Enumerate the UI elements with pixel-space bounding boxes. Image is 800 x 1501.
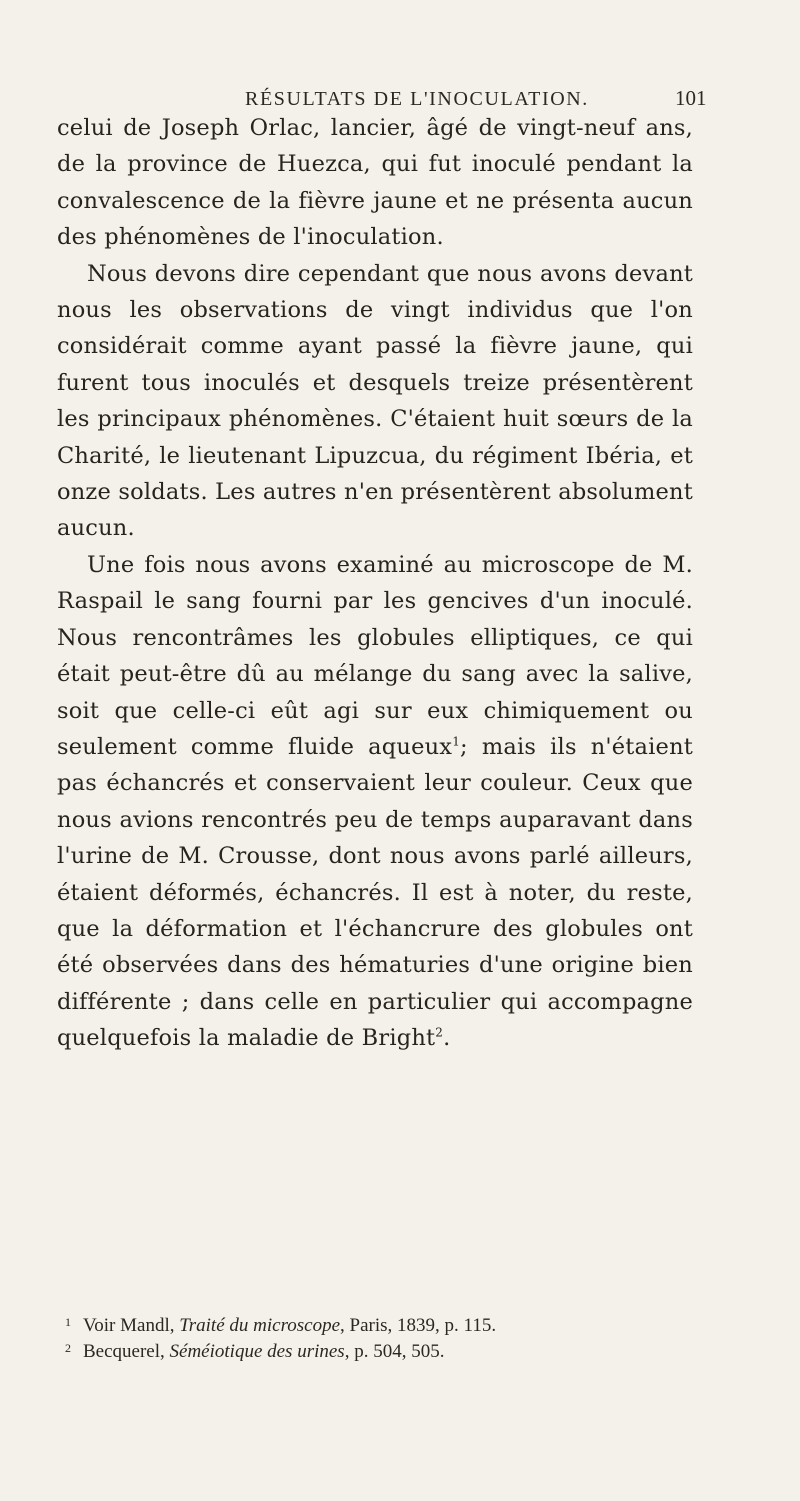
footnote-mark: 1 [65, 1315, 71, 1329]
paragraph-3-end: . [443, 1025, 451, 1052]
footnotes [57, 1313, 697, 1365]
paragraph-3-text-a: Une fois nous avons examiné au microscope de M. Raspail le sang fourni par les gencives d'un inoculé. Nous rencontrâmes les globules elliptiques, ce qui était peut-être dû au mélange du sang avec la salive, soit que celle-ci eût agi sur eux chimiquement ou seulement comme fluide aqueux [57, 551, 693, 760]
footnote-title: Séméiotique des urines [169, 1341, 345, 1362]
footnote-mark: 2 [65, 1341, 71, 1355]
footnote-rest: , p. 504, 505. [344, 1341, 445, 1362]
paragraph-3 [57, 547, 693, 1057]
running-title: RÉSULTATS DE L'INOCULATION. [245, 88, 589, 110]
footnote-1 [57, 1313, 697, 1339]
footnote-2 [57, 1339, 697, 1365]
page-number: 101 [675, 86, 707, 110]
paragraph-3-text-b: ; mais ils n'étaient pas échancrés et conservaient leur couleur. Ceux que nous avions rencontrés peu de temps auparavant dans l'urine de M. Crousse, dont nous avons parlé ailleurs, étaient déformés, échancrés. Il est à noter, du reste, que la déformation et l'échancrure des globules ont été observées dans des hématuries d'une origine bien différente ; dans celle en particulier qui accompagne quelquefois la maladie de Bright [57, 733, 693, 1052]
footnote-ref-1: 1 [452, 734, 461, 749]
body-text [57, 110, 693, 1057]
footnote-rest: , Paris, 1839, p. 115. [340, 1315, 497, 1336]
paragraph-2: Nous devons dire cependant que nous avons devant nous les observations de vingt individus que l'on considérait comme ayant passé la fièvre jaune, qui furent tous inoculés et desquels treize présentèrent les principaux phénomènes. C'étaient huit sœurs de la Charité, le lieutenant Lipuzcua, du régiment Ibéria, et onze soldats. Les autres n'en présentèrent absolument aucun. [57, 260, 693, 542]
footnote-ref-2: 2 [435, 1025, 444, 1040]
paragraph-1: celui de Joseph Orlac, lancier, âgé de vingt-neuf ans, de la province de Huezca, qui fut inoculé pendant la convalescence de la fièvre jaune et ne présenta aucun des phénomènes de l'inoculation. [57, 115, 693, 251]
footnote-author: Becquerel, [83, 1341, 165, 1362]
footnote-title: Traité du microscope [179, 1315, 341, 1336]
footnote-author: Voir Mandl, [83, 1315, 175, 1336]
